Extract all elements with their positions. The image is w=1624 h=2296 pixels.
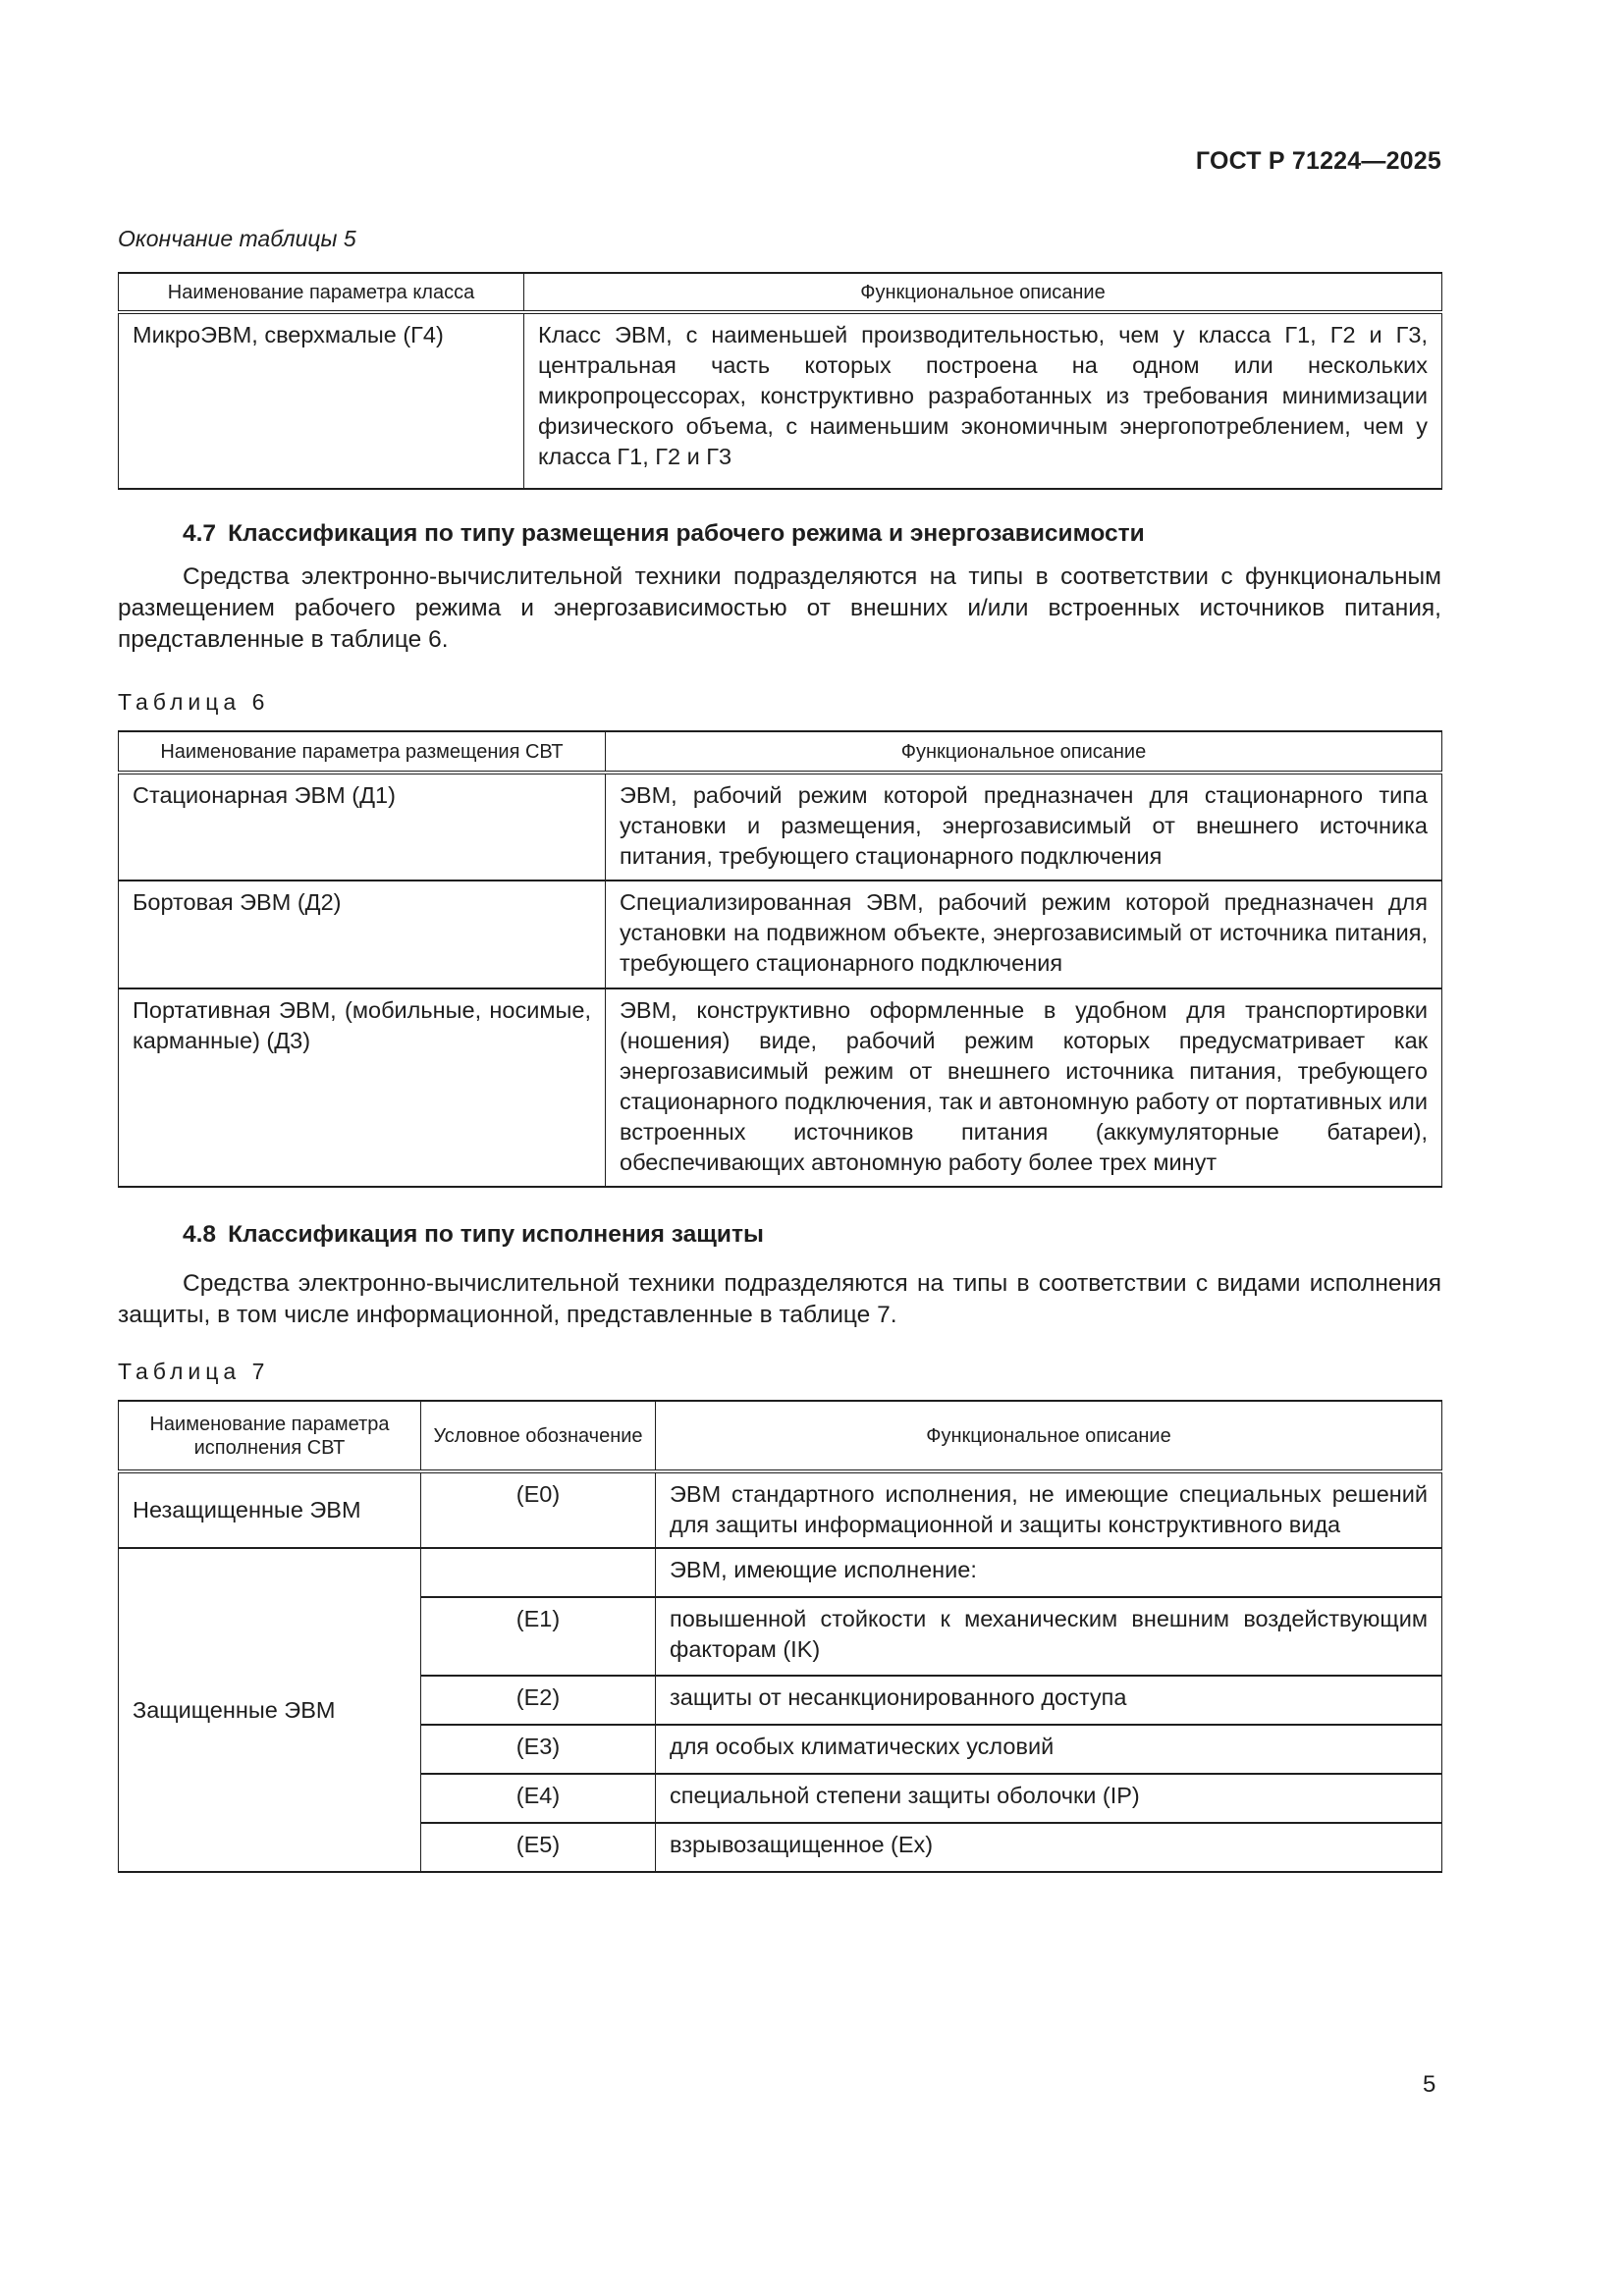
description-cell: Специализированная ЭВМ, рабочий режим которой предназначен для установки на подвижном объекте, энергозависимый от источника питания, требующего стационарного подключения	[606, 881, 1442, 988]
section-number: 4.8	[183, 1221, 217, 1248]
table-row	[119, 773, 1442, 881]
table-row	[119, 1471, 1442, 1548]
column-header: Наименование параметра размещения СВТ	[119, 731, 606, 773]
section-heading-4-7	[183, 520, 1145, 548]
table-7	[118, 1400, 1442, 1873]
table6-caption: Таблица 6	[118, 689, 270, 715]
description-cell: ЭВМ стандартного исполнения, не имеющие специальных решений для защиты информационной и защиты конструктивного вида	[656, 1471, 1442, 1548]
column-header: Функциональное описание	[606, 731, 1442, 773]
table-row	[119, 881, 1442, 988]
description-cell: взрывозащищенное (Ex)	[656, 1823, 1442, 1872]
code-cell: (E3)	[421, 1725, 656, 1774]
code-cell	[421, 1548, 656, 1597]
section-heading-4-8	[183, 1221, 764, 1249]
column-header: Наименование параметра исполнения СВТ	[119, 1401, 421, 1471]
description-cell: ЭВМ, имеющие исполнение:	[656, 1548, 1442, 1597]
description-cell: ЭВМ, рабочий режим которой предназначен для стационарного типа установки и размещения, энергозависимый от внешнего источника питания, требующего стационарного подключения	[606, 773, 1442, 881]
section-4-7-paragraph: Средства электронно-вычислительной техники подразделяются на типы в соответствии с функциональным размещением рабочего режима и энергозависимостью от внешних и/или встроенных источников питания, представленные в таблице 6.	[118, 563, 1441, 653]
section-title: Классификация по типу исполнения защиты	[228, 1221, 764, 1248]
table-row	[119, 988, 1442, 1187]
class-name-cell: МикроЭВМ, сверхмалые (Г4)	[119, 312, 524, 489]
code-cell: (E4)	[421, 1774, 656, 1823]
placement-name-cell: Портативная ЭВМ, (мобильные, носимые, карманные) (Д3)	[119, 988, 606, 1187]
description-cell: для особых климатических условий	[656, 1725, 1442, 1774]
page-number: 5	[1423, 2071, 1436, 2098]
section-number: 4.7	[183, 520, 217, 547]
description-cell: Класс ЭВМ, с наименьшей производительностью, чем у класса Г1, Г2 и Г3, центральная часть которых построена на одном или нескольких микропроцессорах, конструктивно разработанных из требования минимизации физического объема, с наименьшим экономичным энергопотреблением, чем у класса Г1, Г2 и Г3	[524, 312, 1442, 489]
code-cell: (E2)	[421, 1676, 656, 1725]
placement-name-cell: Стационарная ЭВМ (Д1)	[119, 773, 606, 881]
code-cell: (E0)	[421, 1471, 656, 1548]
section-title: Классификация по типу размещения рабочего режима и энергозависимости	[228, 520, 1145, 547]
table-5-continuation	[118, 272, 1442, 490]
description-cell: специальной степени защиты оболочки (IP)	[656, 1774, 1442, 1823]
description-cell: повышенной стойкости к механическим внешним воздействующим факторам (IK)	[656, 1597, 1442, 1676]
table7-caption: Таблица 7	[118, 1359, 270, 1384]
column-header: Функциональное описание	[656, 1401, 1442, 1471]
placement-name-cell: Бортовая ЭВМ (Д2)	[119, 881, 606, 988]
protection-name-cell: Незащищенные ЭВМ	[119, 1471, 421, 1548]
description-cell: ЭВМ, конструктивно оформленные в удобном для транспортировки (ношения) виде, рабочий режим которых предусматривает как энергозависимый режим от внешнего источника питания, требующего стационарного подключения, так и автономную работу от портативных или встроенных источников питания (аккумуляторные батареи), обеспечивающих автономную работу более трех минут	[606, 988, 1442, 1187]
table5-continuation-caption: Окончание таблицы 5	[118, 226, 356, 251]
column-header: Условное обозначение	[421, 1401, 656, 1471]
document-code: ГОСТ Р 71224—2025	[1195, 147, 1441, 175]
table-6	[118, 730, 1442, 1188]
table-row	[119, 312, 1442, 489]
table-row	[119, 1548, 1442, 1597]
code-cell: (E1)	[421, 1597, 656, 1676]
column-header: Наименование параметра класса	[119, 273, 524, 312]
description-cell: защиты от несанкционированного доступа	[656, 1676, 1442, 1725]
column-header: Функциональное описание	[524, 273, 1442, 312]
section-4-8-paragraph: Средства электронно-вычислительной техники подразделяются на типы в соответствии с видами исполнения защиты, в том числе информационной, представленные в таблице 7.	[118, 1270, 1441, 1328]
code-cell: (E5)	[421, 1823, 656, 1872]
protection-name-cell: Защищенные ЭВМ	[119, 1548, 421, 1872]
